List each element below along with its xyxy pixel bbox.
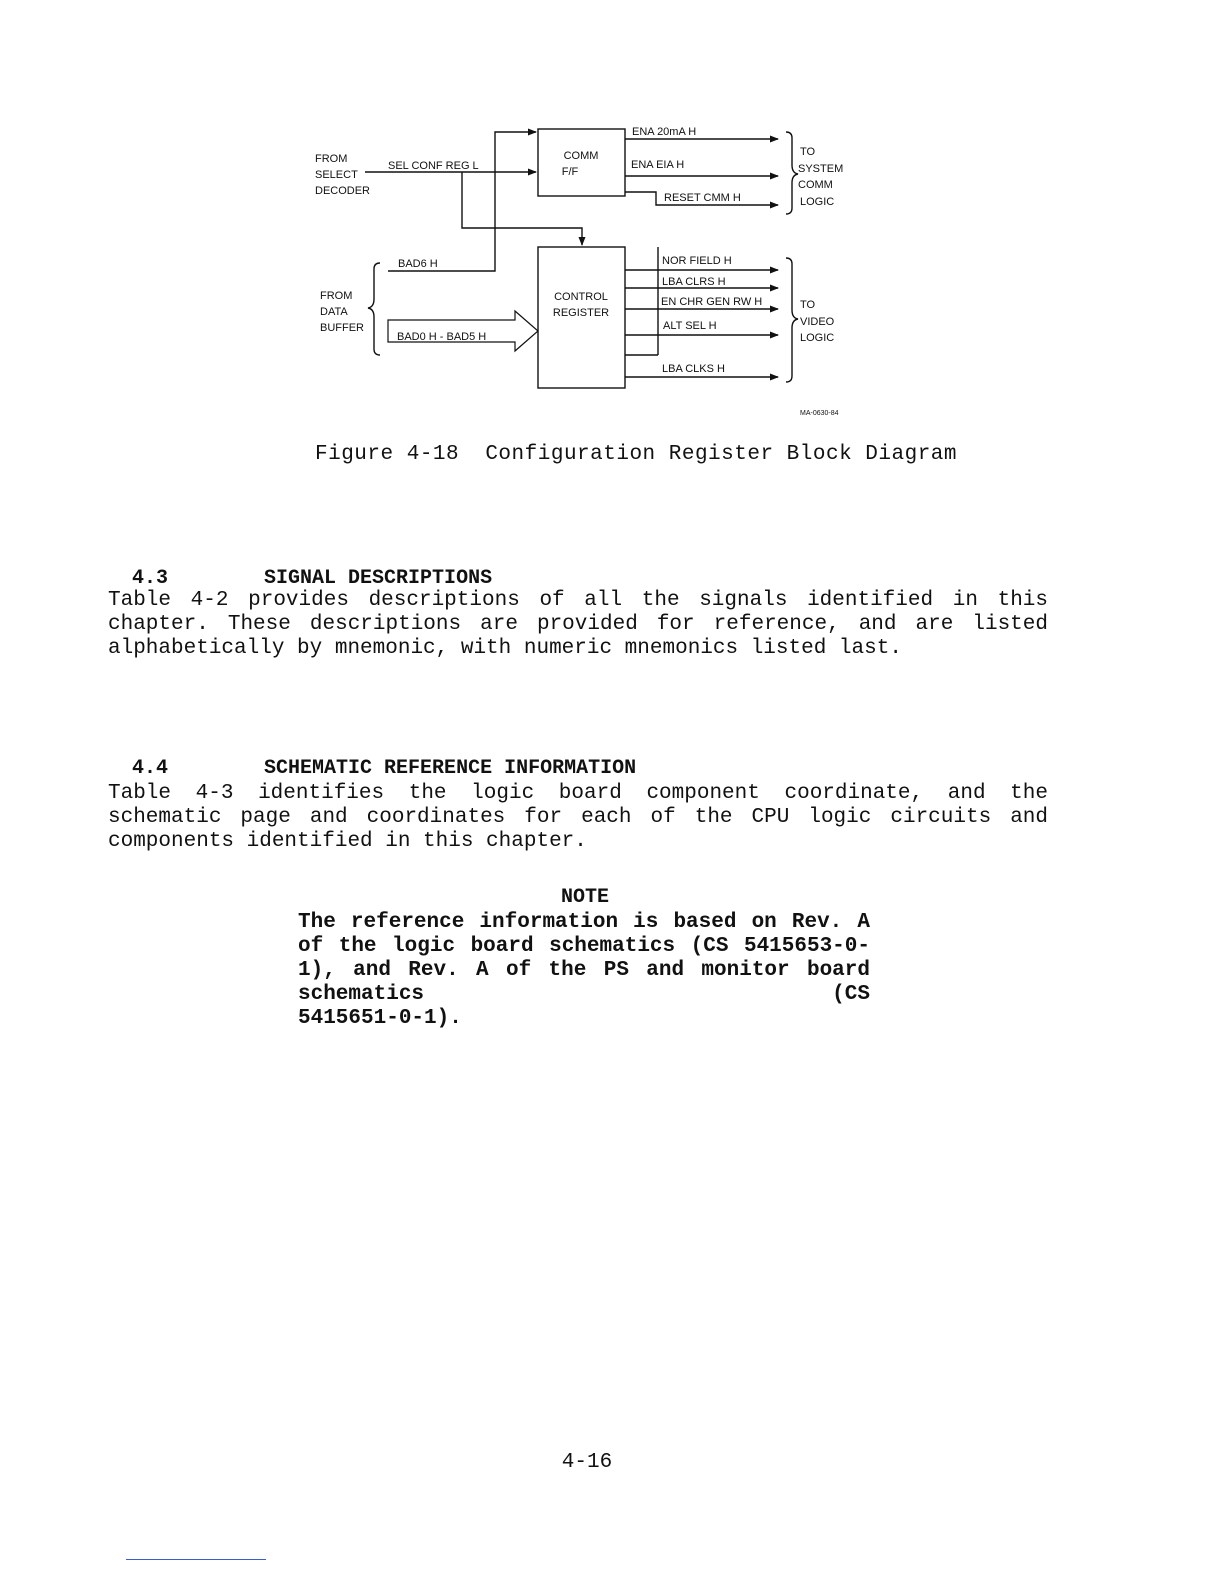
signal-sel-conf-reg: SEL CONF REG L <box>388 160 479 172</box>
comm-ff-label-line1: COMM <box>563 150 599 162</box>
signal-bad6: BAD6 H <box>398 258 438 270</box>
to-system-comm-logic-line1: TO <box>800 146 816 158</box>
control-register-label-line2: REGISTER <box>552 307 610 319</box>
signal-en-chr-gen: EN CHR GEN RW H <box>661 296 763 308</box>
signal-reset-cmm: RESET CMM H <box>664 192 741 204</box>
from-select-decoder-line3: DECODER <box>315 185 371 197</box>
to-video-logic-line2: VIDEO <box>800 316 835 328</box>
section-4-4-title: SCHEMATIC REFERENCE INFORMATION <box>264 757 637 780</box>
signal-ena-20ma: ENA 20mA H <box>632 126 697 138</box>
from-select-decoder-line1: FROM <box>315 153 348 165</box>
signal-lba-clks: LBA CLKS H <box>662 363 725 375</box>
to-video-logic-line3: LOGIC <box>800 332 835 344</box>
section-4-3-body: Table 4-2 provides descriptions of all the signals identified in this chapter. These descriptions are provided for reference, and are listed alphabetically by mnemonic, with numeric mnemonics listed last. <box>108 589 1048 660</box>
block-diagram <box>300 115 880 425</box>
signal-alt-sel: ALT SEL H <box>663 320 717 332</box>
signal-ena-eia: ENA EIA H <box>631 159 685 171</box>
section-4-3-heading <box>108 544 492 590</box>
from-data-buffer-line3: BUFFER <box>320 322 364 334</box>
signal-bad0-bad5: BAD0 H - BAD5 H <box>397 331 487 343</box>
figure-caption: Figure 4-18 Configuration Register Block Diagram <box>315 443 958 466</box>
from-data-buffer-line1: FROM <box>320 290 353 302</box>
note-text: The reference information is based on Rev. A of the logic board schematics (CS 5415653-0-1), and Rev. A of the PS and monitor board schematics (CS <box>298 911 870 1006</box>
control-register-label-line1: CONTROL <box>554 291 608 303</box>
section-4-3-number: 4.3 <box>132 567 169 590</box>
to-video-logic-line1: TO <box>800 299 816 311</box>
signal-lba-clrs: LBA CLRS H <box>662 276 726 288</box>
section-4-3-title: SIGNAL DESCRIPTIONS <box>264 567 493 590</box>
to-system-comm-logic-line2: SYSTEM <box>798 163 844 175</box>
to-system-comm-logic-line4: LOGIC <box>800 196 835 208</box>
from-data-buffer-line2: DATA <box>320 306 348 318</box>
note-title: NOTE <box>560 886 609 909</box>
diagram-code: MA-0630-84 <box>800 410 839 417</box>
comm-ff-box <box>538 129 625 196</box>
section-4-4-number: 4.4 <box>132 757 169 780</box>
page-number: 4-16 <box>561 1451 613 1474</box>
comm-ff-label-line2: F/F <box>561 166 579 178</box>
signal-nor-field: NOR FIELD H <box>662 255 732 267</box>
footer-rule <box>126 1559 266 1560</box>
from-select-decoder-line2: SELECT <box>315 169 358 181</box>
note-body <box>298 911 870 1031</box>
section-4-4-body: Table 4-3 identifies the logic board component coordinate, and the schematic page and coordinates for each of the CPU logic circuits and components identified in this chapter. <box>108 782 1048 853</box>
note-last-line: 5415651-0-1). <box>298 1007 462 1030</box>
to-system-comm-logic-line3: COMM <box>798 179 833 191</box>
section-4-4-heading <box>108 734 636 780</box>
